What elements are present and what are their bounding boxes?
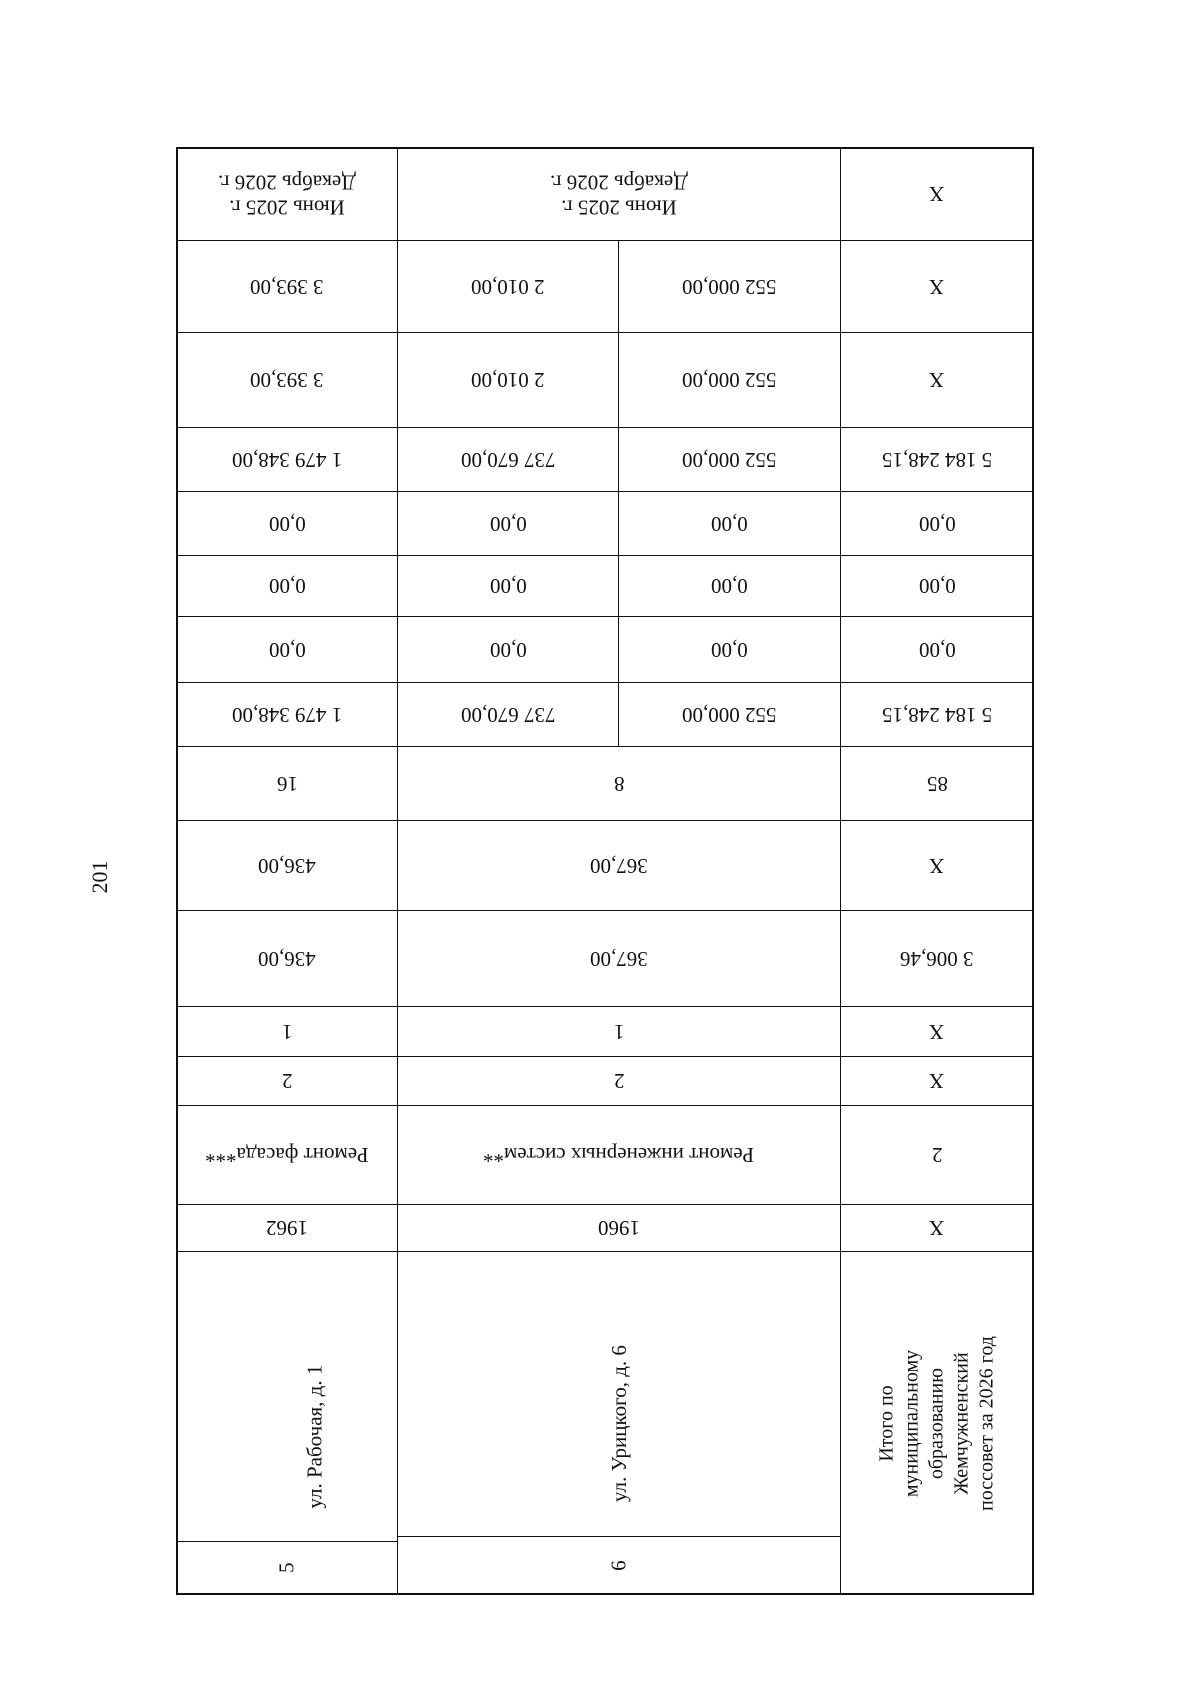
page-number: 201 [87,860,112,894]
r6-address: ул. Урицкого, д. 6 [397,1251,841,1537]
r6-total2a: 737 670,00 [397,427,619,492]
total-cost-limit: Х [840,820,1034,911]
r5-v-a: 3 393,00 [176,332,398,428]
total-cost-unit: 3 006,46 [840,910,1034,1007]
total-c1: Х [840,1006,1034,1057]
total-v-b: Х [840,240,1034,333]
r6-work: Ремонт инженерных систем** [397,1105,841,1205]
total-work: 2 [840,1105,1034,1205]
r6-zero2a: 0,00 [397,555,619,617]
r5-address: ул. Рабочая, д. 1 [176,1251,398,1542]
r6-num: 6 [397,1536,841,1595]
r5-c1: 1 [176,1006,398,1057]
total-total2: 5 184 248,15 [840,427,1034,492]
r6-v-b1: 2 010,00 [397,240,619,333]
r6-total-b: 552 000,00 [618,682,841,747]
r6-v-a2: 552 000,00 [618,332,841,428]
r5-total2: 1 479 348,00 [176,427,398,492]
r6-c1: 1 [397,1006,841,1057]
r5-total: 1 479 348,00 [176,682,398,747]
r5-v-b: 3 393,00 [176,240,398,333]
r5-zero1: 0,00 [176,616,398,683]
total-label: Итого по муниципальному образованию Жемчужненский поссовет за 2026 год [840,1251,1034,1595]
total-total: 5 184 248,15 [840,682,1034,747]
r6-cost-unit: 367,00 [397,910,841,1007]
r6-zero1b: 0,00 [618,616,841,683]
total-zero3: 0,00 [840,491,1034,556]
total-zero2: 0,00 [840,555,1034,617]
total-year: Х [840,1204,1034,1252]
r5-num: 5 [176,1541,398,1595]
r6-v-b2: 552 000,00 [618,240,841,333]
r5-zero2: 0,00 [176,555,398,617]
r6-period: Июнь 2025 г. Декабрь 2026 г. [397,147,841,241]
total-zero1: 0,00 [840,616,1034,683]
r6-total-a: 737 670,00 [397,682,619,747]
r6-c8: 8 [397,746,841,821]
r6-cost-limit: 367,00 [397,820,841,911]
r6-zero2b: 0,00 [618,555,841,617]
total-c2: Х [840,1056,1034,1106]
r6-year: 1960 [397,1204,841,1252]
r5-cost-limit: 436,00 [176,820,398,911]
total-period: Х [840,147,1034,241]
r5-c2: 2 [176,1056,398,1106]
r6-zero1a: 0,00 [397,616,619,683]
r6-c2: 2 [397,1056,841,1106]
r6-v-a1: 2 010,00 [397,332,619,428]
r5-cost-unit: 436,00 [176,910,398,1007]
r6-total2b: 552 000,00 [618,427,841,492]
r5-c16: 16 [176,746,398,821]
total-c85: 85 [840,746,1034,821]
r6-zero3a: 0,00 [397,491,619,556]
r5-work: Ремонт фасада*** [176,1105,398,1205]
r5-zero3: 0,00 [176,491,398,556]
total-v-a: Х [840,332,1034,428]
r5-year: 1962 [176,1204,398,1252]
r6-zero3b: 0,00 [618,491,841,556]
r5-period: Июнь 2025 г. Декабрь 2026 г. [176,147,398,241]
